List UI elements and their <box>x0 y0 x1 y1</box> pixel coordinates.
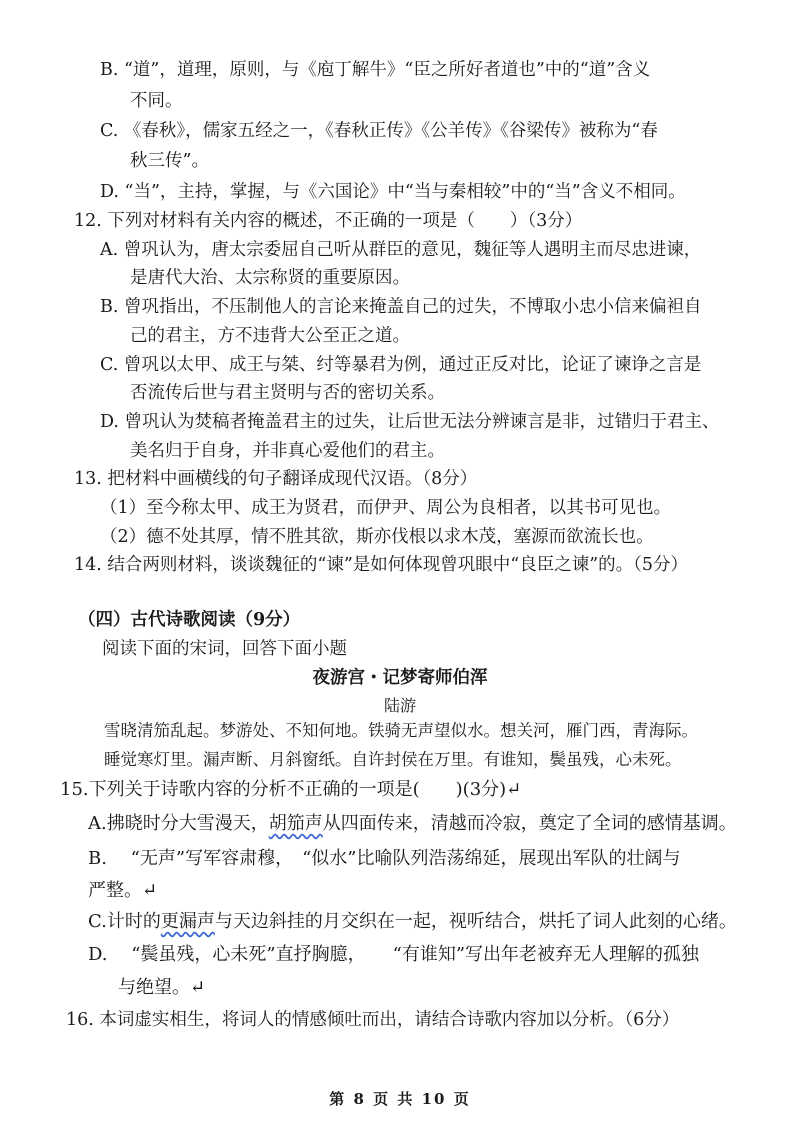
poem-line-2: 睡觉寒灯里。漏声断、月斜窗纸。自许封侯在万里。有谁知，鬓虽残，心未死。 <box>104 750 682 769</box>
q12-option-b-line1: B. 曾巩指出，不压制他人的言论来掩盖自己的过失，不博取小忠小信来偏袒自 <box>100 297 702 317</box>
q15-option-c-underline: 更漏声 <box>160 911 215 932</box>
poem-title: 夜游宫・记梦寄师伯浑 <box>312 668 488 688</box>
q15-option-b-line2: 严整。↵ <box>88 880 158 901</box>
q12-option-d-line2: 美名归于自身，并非真心爱他们的君主。 <box>130 441 445 461</box>
q15-option-c <box>88 913 737 931</box>
q15-option-d-line1: D. “鬓虽残，心未死”直抒胸臆， “有谁知”写出年老被弃无人理解的孤独 <box>88 944 700 965</box>
q15-option-a <box>88 815 737 833</box>
q11-option-b-line1: B. “道”，道理，原则，与《庖丁解牛》“臣之所好者道也”中的“道”含义 <box>100 60 651 80</box>
q12-option-b-line2: 己的君主，方不违背大公至正之道。 <box>130 326 410 346</box>
q11-option-c-line1: C. 《春秋》，儒家五经之一，《春秋正传》《公羊传》《谷梁传》被称为“春 <box>100 121 658 141</box>
q11-option-d-line1: D. “当”，主持，掌握，与《六国论》中“当与秦相较”中的“当”含义不相同。 <box>100 182 686 202</box>
q15-option-a-pre: A.拂晓时分大雪漫天， <box>88 813 269 834</box>
q15-stem: 15.下列关于诗歌内容的分析不正确的一项是( )(3分)↵ <box>60 779 522 800</box>
section-intro: 阅读下面的宋词，回答下面小题 <box>102 639 347 659</box>
q12-option-c-line2: 否流传后世与君主贤明与否的密切关系。 <box>130 383 445 403</box>
poem-author: 陆游 <box>383 696 416 715</box>
q15-option-c-post: 与天边斜挂的月交织在一起，视听结合，烘托了词人此刻的心绪。 <box>214 911 737 932</box>
q13-sentence-1: （1）至今称太甲、成王为贤君，而伊尹、周公为良相者，以其书可见也。 <box>100 498 672 518</box>
poem-line-1: 雪晓清笳乱起。梦游处、不知何地。铁骑无声望似水。想关河，雁门西，青海际。 <box>104 721 698 740</box>
q13-sentence-2: （2）德不处其厚，情不胜其欲，斯亦伐根以求木茂，塞源而欲流长也。 <box>100 527 654 547</box>
q12-option-c-line1: C. 曾巩以太甲、成王与桀、纣等暴君为例，通过正反对比，论证了谏诤之言是 <box>100 355 702 375</box>
q11-option-b-line2: 不同。 <box>130 91 183 111</box>
q12-option-d-line1: D. 曾巩认为焚稿者掩盖君主的过失，让后世无法分辨谏言是非，过错归于君主、 <box>100 412 720 432</box>
q13-stem: 13. 把材料中画横线的句子翻译成现代汉语。（8分） <box>74 469 478 489</box>
q15-option-d-line2: 与绝望。↵ <box>118 977 206 998</box>
q15-option-a-underline: 胡笳声 <box>268 813 323 834</box>
section-heading: （四）古代诗歌阅读（9分） <box>78 610 301 630</box>
q14-stem: 14. 结合两则材料，谈谈魏征的“谏”是如何体现曾巩眼中“良臣之谏”的。（5分） <box>74 555 689 575</box>
q12-stem: 12. 下列对材料有关内容的概述，不正确的一项是（ ）（3分） <box>74 211 583 231</box>
q12-option-a-line2: 是唐代大治、太宗称贤的重要原因。 <box>130 268 410 288</box>
q11-option-c-line2: 秋三传”。 <box>130 151 209 171</box>
q15-option-a-post: 从四面传来，清越而冷寂，奠定了全词的感情基调。 <box>322 813 737 834</box>
q16-stem: 16. 本词虚实相生，将词人的情感倾吐而出，请结合诗歌内容加以分析。（6分） <box>66 1010 680 1030</box>
q15-option-b-line1: B. “无声”写军容肃穆， “似水”比喻队列浩荡绵延，展现出军队的壮阔与 <box>88 848 681 869</box>
page-footer: 第 8 页 共 10 页 <box>329 1090 471 1108</box>
q15-option-c-pre: C.计时的 <box>88 911 161 932</box>
q12-option-a-line1: A. 曾巩认为，唐太宗委屈自己听从群臣的意见，魏征等人遇明主而尽忠进谏， <box>100 240 702 260</box>
